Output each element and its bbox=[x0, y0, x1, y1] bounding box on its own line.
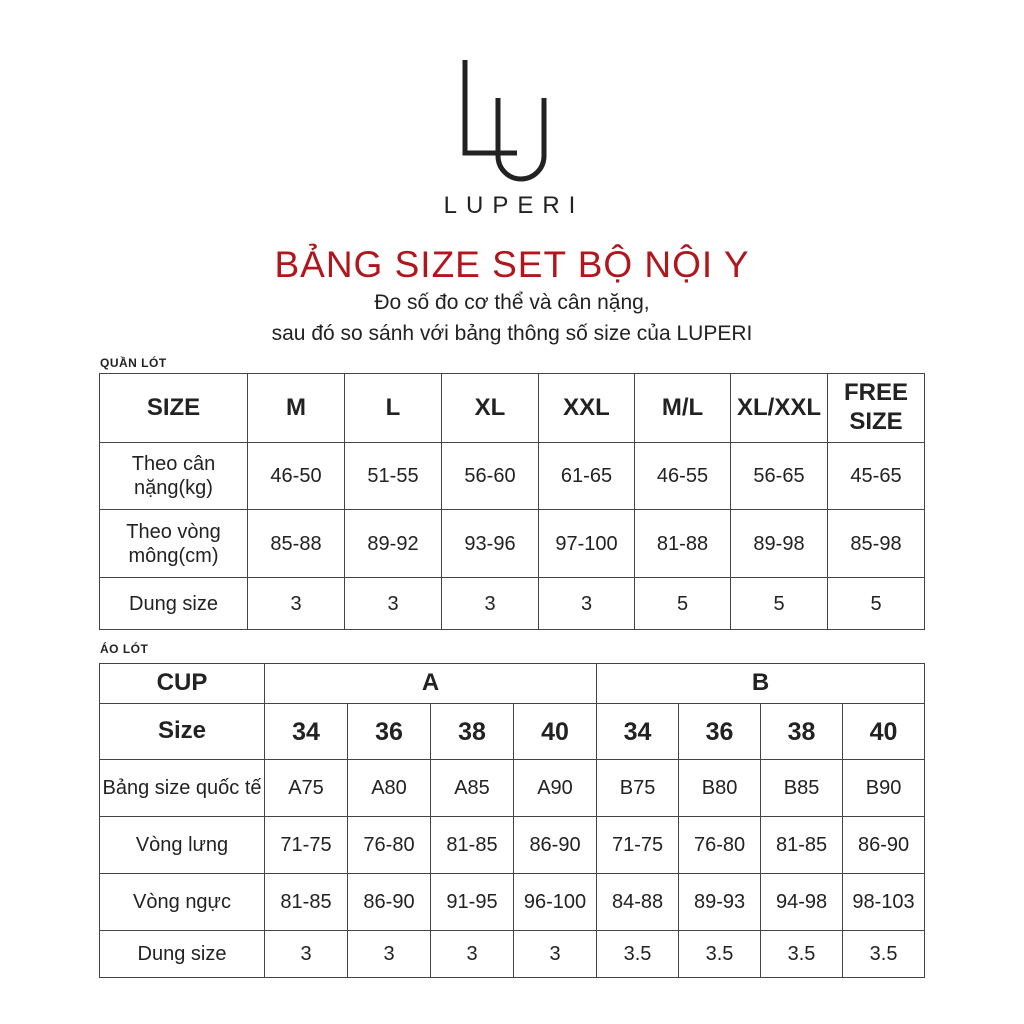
table-cell: 3 bbox=[348, 931, 431, 978]
row-label: Dung size bbox=[100, 931, 265, 978]
size-cell: 36 bbox=[679, 704, 761, 760]
table-cell: 71-75 bbox=[597, 817, 679, 874]
row-label: Theo vòng mông(cm) bbox=[100, 510, 248, 578]
table-cell: B80 bbox=[679, 760, 761, 817]
row-label: Theo cân nặng(kg) bbox=[100, 443, 248, 510]
panties-section-label: QUẦN LÓT bbox=[100, 356, 167, 370]
size-header: Size bbox=[100, 704, 265, 760]
table-cell: 76-80 bbox=[679, 817, 761, 874]
cup-row bbox=[100, 664, 925, 704]
table-cell: 71-75 bbox=[265, 817, 348, 874]
size-cell: 40 bbox=[843, 704, 925, 760]
table-row bbox=[100, 510, 925, 578]
table-cell: 81-85 bbox=[761, 817, 843, 874]
row-label: Vòng lưng bbox=[100, 817, 265, 874]
brand-name: LUPERI bbox=[443, 192, 585, 219]
table-cell: 89-98 bbox=[731, 510, 828, 578]
table-cell: 5 bbox=[635, 578, 731, 630]
size-col-xxl: XXL bbox=[539, 374, 635, 443]
size-header: SIZE bbox=[100, 374, 248, 443]
table-cell: 98-103 bbox=[843, 874, 925, 931]
table-cell: 86-90 bbox=[348, 874, 431, 931]
panties-size-table bbox=[99, 373, 925, 630]
table-cell: 85-88 bbox=[248, 510, 345, 578]
size-cell: 38 bbox=[761, 704, 843, 760]
table-cell: 3.5 bbox=[761, 931, 843, 978]
table-cell: 91-95 bbox=[431, 874, 514, 931]
table-cell: 89-92 bbox=[345, 510, 442, 578]
row-label: Bảng size quốc tế bbox=[100, 760, 265, 817]
table-cell: 93-96 bbox=[442, 510, 539, 578]
size-col-xlxxl: XL/XXL bbox=[731, 374, 828, 443]
table-row bbox=[100, 874, 925, 931]
size-col-free: FREE SIZE bbox=[828, 374, 925, 443]
cup-b: B bbox=[597, 664, 925, 704]
luperi-logo bbox=[455, 58, 555, 188]
size-cell: 38 bbox=[431, 704, 514, 760]
size-col-xl: XL bbox=[442, 374, 539, 443]
table-cell: 61-65 bbox=[539, 443, 635, 510]
subtitle-line-1: Đo số đo cơ thể và cân nặng, bbox=[374, 291, 650, 314]
table-cell: 3 bbox=[265, 931, 348, 978]
table-row bbox=[100, 817, 925, 874]
table-cell: 3 bbox=[431, 931, 514, 978]
table-row bbox=[100, 931, 925, 978]
table-cell: 3.5 bbox=[679, 931, 761, 978]
table-cell: 86-90 bbox=[843, 817, 925, 874]
table-cell: 5 bbox=[731, 578, 828, 630]
table-cell: 3.5 bbox=[597, 931, 679, 978]
table-cell: 86-90 bbox=[514, 817, 597, 874]
table-cell: 85-98 bbox=[828, 510, 925, 578]
table-cell: 97-100 bbox=[539, 510, 635, 578]
bra-size-table bbox=[99, 663, 925, 978]
page-title: BẢNG SIZE SET BỘ NỘI Y bbox=[274, 244, 750, 285]
cup-a: A bbox=[265, 664, 597, 704]
table-cell: 3 bbox=[345, 578, 442, 630]
row-label: Vòng ngực bbox=[100, 874, 265, 931]
table-cell: 56-60 bbox=[442, 443, 539, 510]
table-cell: 3 bbox=[442, 578, 539, 630]
table-cell: 96-100 bbox=[514, 874, 597, 931]
table-cell: 81-85 bbox=[265, 874, 348, 931]
table-cell: 3 bbox=[248, 578, 345, 630]
size-row bbox=[100, 704, 925, 760]
table-cell: 76-80 bbox=[348, 817, 431, 874]
table-cell: 46-55 bbox=[635, 443, 731, 510]
table-cell: 84-88 bbox=[597, 874, 679, 931]
table-cell: 5 bbox=[828, 578, 925, 630]
table-cell: 94-98 bbox=[761, 874, 843, 931]
table-cell: 81-88 bbox=[635, 510, 731, 578]
table-cell: 3 bbox=[514, 931, 597, 978]
size-cell: 40 bbox=[514, 704, 597, 760]
table-cell: A90 bbox=[514, 760, 597, 817]
size-cell: 36 bbox=[348, 704, 431, 760]
table-cell: 51-55 bbox=[345, 443, 442, 510]
table-cell: 56-65 bbox=[731, 443, 828, 510]
table-cell: B75 bbox=[597, 760, 679, 817]
table-cell: A85 bbox=[431, 760, 514, 817]
table-row bbox=[100, 443, 925, 510]
table-cell: A75 bbox=[265, 760, 348, 817]
subtitle-line-2: sau đó so sánh với bảng thông số size của LUPERI bbox=[271, 322, 753, 345]
table-row bbox=[100, 760, 925, 817]
table-row bbox=[100, 578, 925, 630]
table-cell: 45-65 bbox=[828, 443, 925, 510]
size-col-m: M bbox=[248, 374, 345, 443]
table-cell: 89-93 bbox=[679, 874, 761, 931]
table-cell: 3 bbox=[539, 578, 635, 630]
table-cell: 46-50 bbox=[248, 443, 345, 510]
size-col-ml: M/L bbox=[635, 374, 731, 443]
bra-section-label: ÁO LÓT bbox=[100, 642, 149, 656]
table-cell: A80 bbox=[348, 760, 431, 817]
size-cell: 34 bbox=[265, 704, 348, 760]
table-cell: B85 bbox=[761, 760, 843, 817]
table-cell: 81-85 bbox=[431, 817, 514, 874]
table-cell: 3.5 bbox=[843, 931, 925, 978]
row-label: Dung size bbox=[100, 578, 248, 630]
panties-header-row bbox=[100, 374, 925, 443]
size-col-l: L bbox=[345, 374, 442, 443]
cup-header: CUP bbox=[100, 664, 265, 704]
size-cell: 34 bbox=[597, 704, 679, 760]
table-cell: B90 bbox=[843, 760, 925, 817]
